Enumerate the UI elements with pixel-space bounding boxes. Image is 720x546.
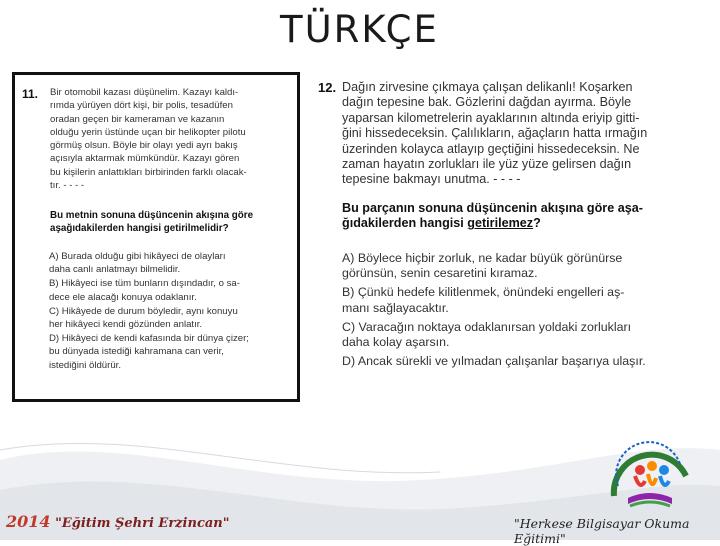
question-prompt bbox=[342, 201, 702, 232]
option-b: B) Hikâyeci ise tüm bunların dışındadır, o sa- dece ele alacağı konuya odaklanır. bbox=[49, 278, 240, 303]
slide-title: TÜRKÇE bbox=[280, 8, 439, 51]
footer-slogan-right: "Herkese Bilgisayar Okuma Eğitimi" bbox=[514, 516, 690, 546]
prompt-start: Bu parçanın sonuna düşüncenin akışına göre aşa- ğıdakilerden hangisi bbox=[342, 201, 643, 231]
question-text: Bir otomobil kazası düşünelim. Kazayı kaldı- rımda yürüyen dört kişi, bir polis, tesadüfen oradan geçen bir kameraman ve kazanın olduğu yerin üstünde uçan bir helikopter pilotu görmüş olsun. Böyle bir olayı yedi ayrı bakış açısıyla aktarmak mümkündür. Kazayı gören bu kişilerin anlattıkları birbirinden farklı olacak- tır. - - - - bbox=[50, 87, 247, 192]
prompt-end: ? bbox=[533, 216, 541, 231]
answer-options bbox=[49, 250, 291, 373]
footer-slogan-left bbox=[6, 512, 230, 531]
option-d: D) Hikâyeci de kendi kafasında bir dünya çizer; bu dünyada istediği kahramana can verir, istediğini öldürür. bbox=[49, 333, 249, 371]
question-text: Dağın zirvesine çıkmaya çalışan delikanlı! Koşarken dağın tepesine bak. Gözlerini dağdan ayırma. Böyle yaparsan kilometrelerin ayaklarının altında eriyip gitti- ğini hissedeceksin. Çalılıkların, ağaçların hatta ırmağın üzerinden kolayca atlayıp geçtiğini hissedeceksin. Ne zaman hayatın zorlukları ile yüz yüze gelirsen dağın tepesine bakmayı unutma. - - - - bbox=[342, 80, 648, 187]
question-11-box bbox=[12, 72, 300, 402]
prompt-underlined-word: getirilemez bbox=[467, 216, 534, 231]
option-a: A) Böylece hiçbir zorluk, ne kadar büyük görünürse görünsün, senin cesaretini kıramaz. bbox=[342, 251, 623, 281]
ministry-logo-icon bbox=[600, 436, 700, 518]
option-d: D) Ancak sürekli ve yılmadan çalışanlar başarıya ulaşır. bbox=[342, 354, 646, 369]
option-a: A) Burada olduğu gibi hikâyeci de olayları daha canlı anlatmayı bilmelidir. bbox=[49, 251, 226, 276]
option-c: C) Varacağın noktaya odaklanırsan yoldaki zorlukları daha kolay aşarsın. bbox=[342, 319, 632, 350]
footer-year: 2014 bbox=[6, 512, 51, 531]
option-b: B) Çünkü hedefe kilitlenmek, önündeki engelleri aş- manı sağlayacaktır. bbox=[342, 285, 625, 315]
footer-left-text: "Eğitim Şehri Erzincan" bbox=[55, 516, 230, 531]
option-c: C) Hikâyede de durum böyledir, aynı konuyu her hikâyeci kendi gözünden anlatır. bbox=[49, 305, 238, 331]
answer-options bbox=[342, 251, 702, 373]
question-prompt: Bu metnin sonuna düşüncenin akışına göre aşağıdakilerden hangisi getirilmelidir? bbox=[50, 210, 254, 234]
question-number: 11. bbox=[22, 87, 39, 101]
question-number: 12. bbox=[318, 80, 337, 95]
